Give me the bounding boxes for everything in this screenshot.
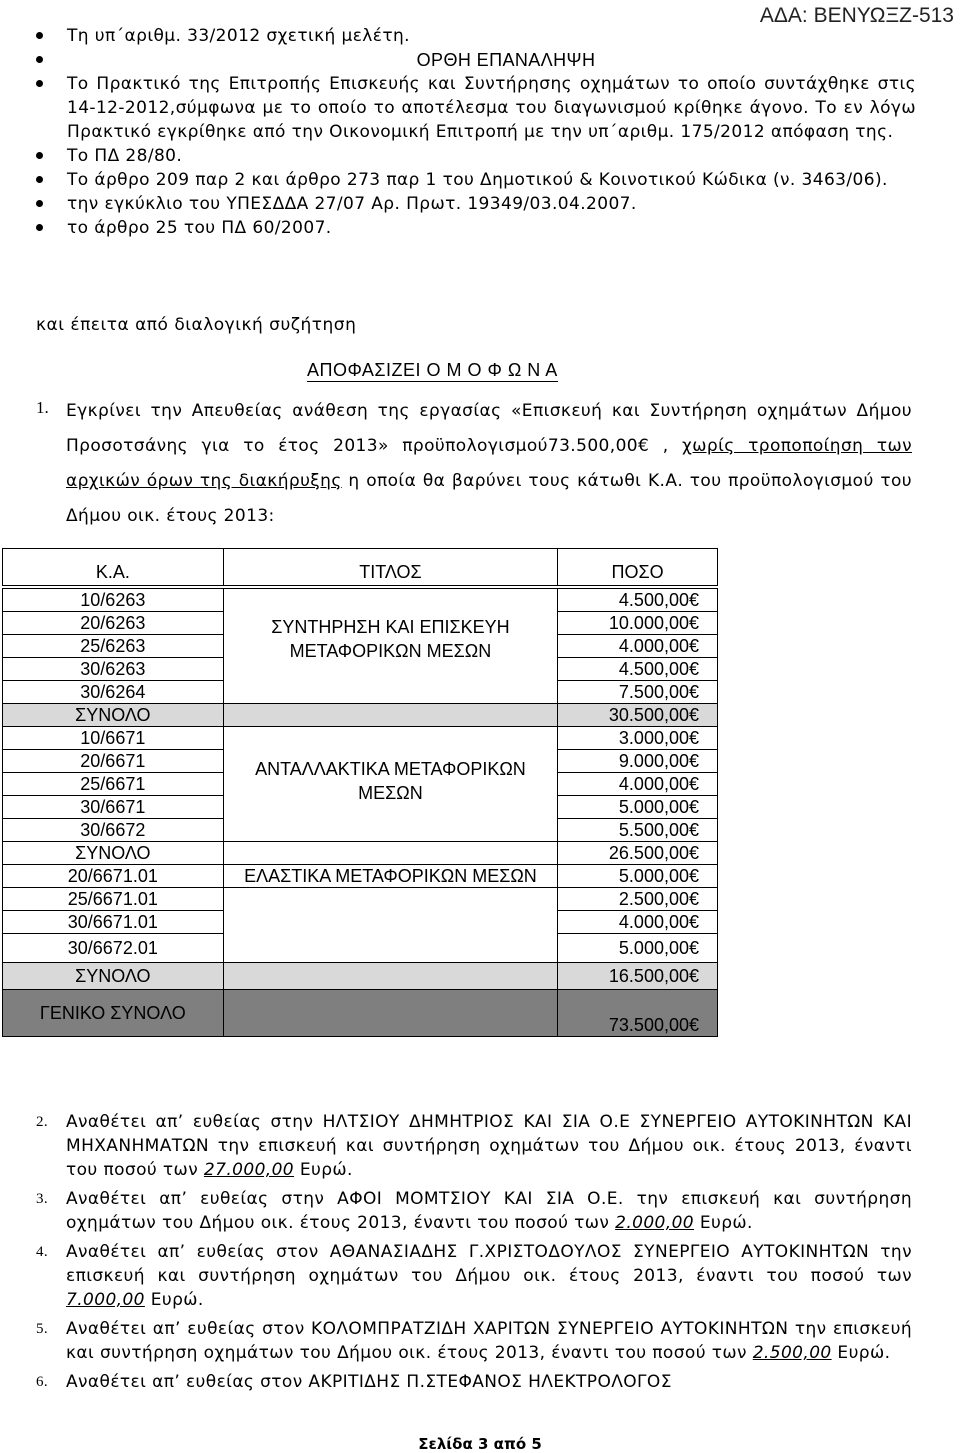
item-amount: 2.000,00	[615, 1213, 695, 1233]
cell-amount: 4.000,00€	[558, 635, 718, 658]
cell-ka: 30/6672	[3, 819, 224, 842]
item-text-end: Ευρώ.	[144, 1290, 204, 1310]
cell-ka: 25/6671.01	[3, 888, 224, 911]
table-header-row	[3, 549, 718, 588]
cell-amount: 4.000,00€	[558, 911, 718, 934]
item-number: 6.	[36, 1374, 49, 1390]
item-text: Αναθέτει απ’ ευθείας στην ΗΛΤΣΙΟΥ ΔΗΜΗΤΡΙΟΣ ΚΑΙ ΣΙΑ Ο.Ε ΣΥΝΕΡΓΕΙΟ ΑΥΤΟΚΙΝΗΤΩΝ ΚΑΙ ΜΗΧΑΝΗΜΑΤΩΝ την επισκευή και συντήρηση οχημάτων του Δήμου οικ. έτους 2013, έναντι του ποσού των	[66, 1112, 912, 1180]
bullet-item: το άρθρο 25 του ΠΔ 60/2007.	[36, 216, 916, 240]
cell-ka: 25/6671	[3, 773, 224, 796]
page-footer: Σελίδα 3 από 5	[418, 1435, 542, 1453]
list-item	[36, 1110, 912, 1182]
group3-title: ΕΛΑΣΤΙΚΑ ΜΕΤΑΦΟΡΙΚΩΝ ΜΕΣΩΝ	[244, 866, 537, 886]
item-text: Αναθέτει απ’ ευθείας στην ΑΦΟΙ ΜΟΜΤΣΙΟΥ ΚΑΙ ΣΙΑ Ο.Ε. την επισκευή και συντήρηση οχημάτων του Δήμου οικ. έτους 2013, έναντι του ποσού των	[66, 1189, 912, 1233]
ada-code: ΑΔΑ: ΒΕΝΥΩΞΖ-513	[759, 4, 954, 27]
cell-amount: 7.500,00€	[558, 681, 718, 704]
subtotal-amount: 26.500,00€	[558, 842, 718, 865]
cell-ka: 20/6263	[3, 612, 224, 635]
item-amount: 2.500,00	[752, 1343, 832, 1363]
subtotal-row	[3, 842, 718, 865]
cell-empty	[223, 704, 558, 727]
bullet-item: Το ΠΔ 28/80.	[36, 144, 916, 168]
cell-title	[223, 727, 558, 842]
cell-empty	[223, 990, 558, 1037]
group2-title: ΑΝΤΑΛΛΑΚΤΙΚΑ ΜΕΤΑΦΟΡΙΚΩΝ ΜΕΣΩΝ	[255, 759, 526, 803]
subtotal-row	[3, 963, 718, 990]
item-text-end: Ευρώ.	[831, 1343, 891, 1363]
budget-table	[2, 548, 718, 1037]
item-text-end: Ευρώ.	[294, 1160, 353, 1180]
subtotal-label: ΣΥΝΟΛΟ	[3, 842, 224, 865]
p1-text-underlined: χωρίς τροποποίηση των αρχικών όρων της διακήρυξης	[66, 436, 912, 491]
cell-title	[223, 587, 558, 704]
cell-ka: 10/6263	[3, 587, 224, 612]
header-ka: Κ.Α.	[3, 549, 224, 588]
considerations-list	[36, 24, 916, 240]
cell-amount: 5.500,00€	[558, 819, 718, 842]
table-row	[3, 587, 718, 612]
table-row	[3, 888, 718, 911]
cell-empty	[223, 963, 558, 990]
p1-text-a: Εγκρίνει την Απευθείας ανάθεση της εργασίας «Επισκευή και Συντήρηση οχημάτων Δήμου Προσοτσάνης για το έτος 2013» προϋπολογισμού73.500,00€ ,	[66, 401, 912, 456]
grand-total-row	[3, 990, 718, 1037]
cell-ka: 30/6671	[3, 796, 224, 819]
item-amount: 27.000,00	[203, 1160, 295, 1180]
paragraph-number: 1.	[36, 398, 49, 417]
subtotal-label: ΣΥΝΟΛΟ	[3, 963, 224, 990]
list-item	[36, 1317, 912, 1365]
cell-amount: 9.000,00€	[558, 750, 718, 773]
cell-ka: 30/6263	[3, 658, 224, 681]
cell-amount: 5.000,00€	[558, 934, 718, 963]
cell-amount: 2.500,00€	[558, 888, 718, 911]
p1-text-c: η οποία θα βαρύνει τους κάτωθι Κ.Α. του προϋπολογισμού του Δήμου οικ. έτους 2013:	[66, 471, 912, 526]
item-text: Αναθέτει απ’ ευθείας στον ΚΟΛΟΜΠΡΑΤΖΙΔΗ ΧΑΡΙΤΩΝ ΣΥΝΕΡΓΕΙΟ ΑΥΤΟΚΙΝΗΤΩΝ την επισκευή και συντήρηση οχημάτων του Δήμου οικ. έτους 2013, έναντι του ποσού των	[66, 1319, 912, 1363]
item-number: 5.	[36, 1321, 49, 1337]
list-item	[36, 1370, 912, 1394]
cell-amount: 4.500,00€	[558, 587, 718, 612]
cell-empty	[223, 842, 558, 865]
cell-ka: 20/6671	[3, 750, 224, 773]
decision-paragraph-1	[66, 394, 912, 534]
cell-ka: 30/6672.01	[3, 934, 224, 963]
cell-amount: 4.500,00€	[558, 658, 718, 681]
decision-items-list	[36, 1110, 912, 1399]
bullet-item: Το άρθρο 209 παρ 2 και άρθρο 273 παρ 1 του Δημοτικού & Κοινοτικού Κώδικα (ν. 3463/06).	[36, 168, 916, 192]
item-text-end: Ευρώ.	[694, 1213, 753, 1233]
bullet-item: Το Πρακτικό της Επιτροπής Επισκευής και Συντήρησης οχημάτων το οποίο συντάχθηκε στις 14-12-2012,σύμφωνα με το οποίο το αποτέλεσμα του διαγωνισμού κρίθηκε άγονο. Το εν λόγω Πρακτικό εγκρίθηκε από την Οικονομική Επιτροπή με την υπ΄αριθμ. 175/2012 απόφαση της.	[36, 72, 916, 144]
grand-total-label: ΓΕΝΙΚΟ ΣΥΝΟΛΟ	[3, 990, 224, 1037]
bullet-item: την εγκύκλιο του ΥΠΕΣΔΔΑ 27/07 Αρ. Πρωτ. 19349/03.04.2007.	[36, 192, 916, 216]
subtotal-label: ΣΥΝΟΛΟ	[3, 704, 224, 727]
after-discussion-text: και έπειτα από διαλογική συζήτηση	[36, 315, 357, 335]
cell-empty	[223, 888, 558, 963]
cell-ka: 25/6263	[3, 635, 224, 658]
header-title: ΤΙΤΛΟΣ	[223, 549, 558, 588]
cell-ka: 30/6671.01	[3, 911, 224, 934]
cell-amount: 5.000,00€	[558, 865, 718, 888]
item-text: Αναθέτει απ’ ευθείας στον ΑΘΑΝΑΣΙΑΔΗΣ Γ.ΧΡΙΣΤΟΔΟΥΛΟΣ ΣΥΝΕΡΓΕΙΟ ΑΥΤΟΚΙΝΗΤΩΝ την επισκευή και συντήρηση οχημάτων του Δήμου οικ. έτους 2013, έναντι του ποσού των	[66, 1242, 912, 1286]
subtotal-amount: 30.500,00€	[558, 704, 718, 727]
table-row	[3, 727, 718, 750]
grand-total-amount: 73.500,00€	[558, 990, 718, 1037]
cell-ka: 30/6264	[3, 681, 224, 704]
item-text: Αναθέτει απ’ ευθείας στον ΑΚΡΙΤΙΔΗΣ Π.ΣΤΕΦΑΝΟΣ ΗΛΕΚΤΡΟΛΟΓΟΣ	[66, 1372, 672, 1392]
cell-ka: 20/6671.01	[3, 865, 224, 888]
decision-title: ΑΠΟΦΑΣΙΖΕΙ Ο Μ Ο Φ Ω Ν Α	[307, 360, 558, 380]
cell-amount: 5.000,00€	[558, 796, 718, 819]
item-number: 2.	[36, 1114, 49, 1130]
bullet-item: Τη υπ΄αριθμ. 33/2012 σχετική μελέτη.	[36, 24, 916, 48]
cell-amount: 3.000,00€	[558, 727, 718, 750]
group1-title: ΣΥΝΤΗΡΗΣΗ ΚΑΙ ΕΠΙΣΚΕΥΗ ΜΕΤΑΦΟΡΙΚΩΝ ΜΕΣΩΝ	[271, 617, 510, 661]
item-number: 3.	[36, 1191, 49, 1207]
cell-amount: 4.000,00€	[558, 773, 718, 796]
cell-amount: 10.000,00€	[558, 612, 718, 635]
cell-ka: 10/6671	[3, 727, 224, 750]
table-row	[3, 865, 718, 888]
cell-title	[223, 865, 558, 888]
header-amount: ΠΟΣΟ	[558, 549, 718, 588]
bullet-item-correction: ΟΡΘΗ ΕΠΑΝΑΛΗΨΗ	[36, 48, 916, 72]
item-number: 4.	[36, 1244, 49, 1260]
item-amount: 7.000,00	[66, 1290, 145, 1310]
list-item	[36, 1240, 912, 1312]
subtotal-amount: 16.500,00€	[558, 963, 718, 990]
subtotal-row	[3, 704, 718, 727]
list-item	[36, 1187, 912, 1235]
